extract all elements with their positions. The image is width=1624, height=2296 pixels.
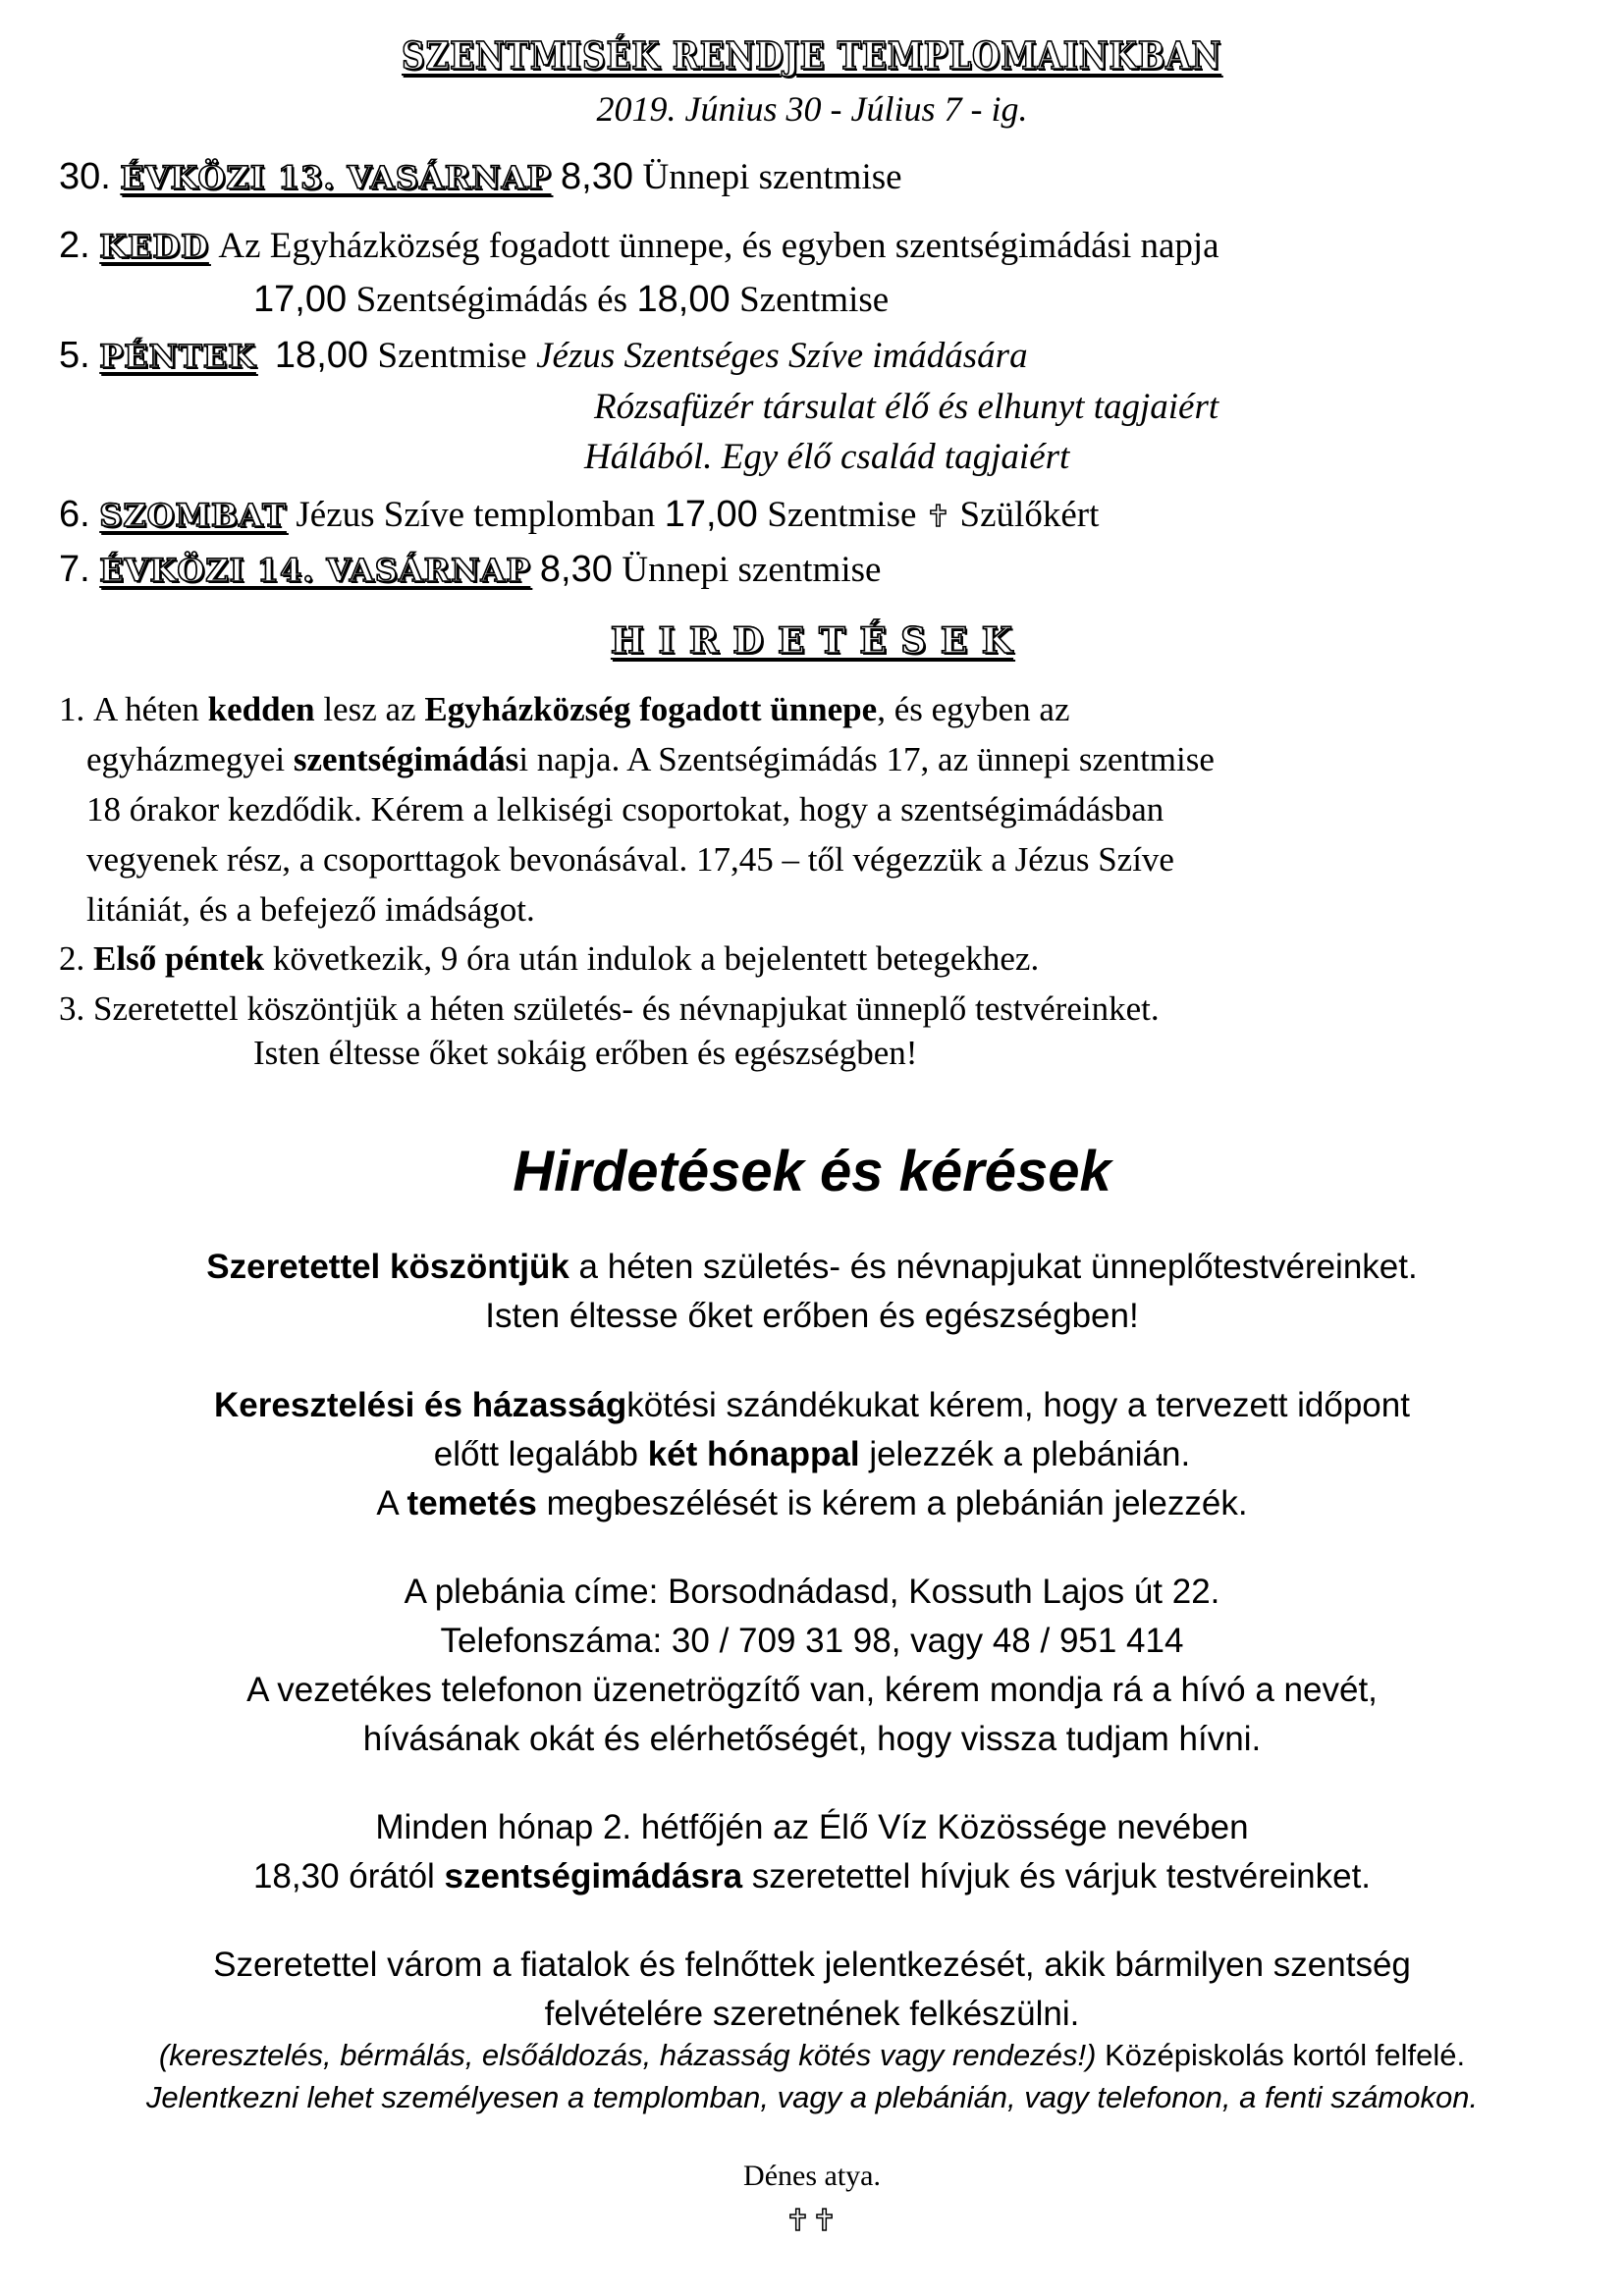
text-run: előtt legalább [433, 1435, 648, 1473]
mass-intention: Rózsafüzér társulat élő és elhunyt tagjaiért [594, 387, 1219, 427]
bold-text: temetés [406, 1484, 537, 1522]
requests-title: Hirdetések és kérések [513, 1140, 1111, 1203]
bold-text: Első péntek [93, 939, 265, 978]
text-run: a héten születés- és névnapjukat ünneplőtestvéreinket. [568, 1248, 1418, 1286]
italic-text: Jelentkezni lehet személyesen a templomban, vagy a plebánián, vagy telefonon, a fenti számokon. [145, 2080, 1479, 2114]
sacrament-preparation-note [0, 2034, 1624, 2118]
day-number: 30. [59, 156, 111, 197]
text-line [93, 939, 1039, 978]
text-run: , és egyben az [877, 690, 1070, 728]
text-line [0, 1941, 1624, 1990]
announcement-text [93, 939, 1039, 978]
text-line [0, 1990, 1624, 2039]
text-line [0, 1479, 1624, 1528]
text-line [93, 989, 1160, 1028]
announcement-number: 3. [59, 989, 85, 1028]
day-number: 2. [59, 225, 90, 266]
greeting-paragraph [0, 1243, 1624, 1341]
announcement-number: 1. [59, 690, 85, 728]
day-number: 6. [59, 494, 90, 535]
schedule-entry-friday [59, 334, 1028, 377]
bold-text: Egyházközség fogadott ünnepe [424, 690, 878, 728]
schedule-entry-sunday-30 [59, 155, 902, 198]
announcement-item [59, 684, 1215, 934]
text-run: litániát, és a befejező imádságot. [86, 890, 535, 929]
text-run: egyházmegyei [86, 740, 294, 778]
day-number: 7. [59, 549, 90, 590]
announcement-text [93, 690, 1069, 728]
schedule-title: SZENTMISÉK RENDJE TEMPLOMAINKBAN [402, 33, 1222, 78]
text-run: kötési szándékukat kérem, hogy a tervezett időpont [626, 1386, 1410, 1424]
day-label: ÉVKÖZI 14. VASÁRNAP [99, 552, 531, 589]
text-line [0, 1568, 1624, 1617]
mass-time: 8,30 [539, 549, 613, 590]
text-run: A [376, 1484, 407, 1522]
text-run: Szeretettel köszöntjük a héten születés- és névnapjukat ünneplő testvéreinket. [93, 989, 1160, 1028]
text-line [0, 1666, 1624, 1715]
schedule-entry-tuesday [59, 224, 1219, 267]
mass-time: 8,30 [561, 156, 633, 197]
text-line [86, 884, 1215, 934]
cross-icon: ✝ [925, 500, 951, 534]
text-run: Telefonszáma: 30 / 709 31 98, vagy 48 / 951 414 [440, 1622, 1184, 1660]
mass-description: Ünnepi szentmise [622, 550, 882, 590]
text-run: A plebánia címe: Borsodnádasd, Kossuth Lajos út 22. [404, 1573, 1220, 1611]
bold-text: két hónappal [647, 1435, 860, 1473]
text-run: megbeszélését is kérem a plebánián jelezzék. [536, 1484, 1248, 1522]
bold-text: Szeretettel köszöntjük [206, 1248, 569, 1286]
bold-text: kedden [207, 690, 315, 728]
announcement-item [59, 934, 1039, 984]
text-run: vegyenek rész, a csoporttagok bevonásával. 17,45 – től végezzük a Jézus Szíve [86, 840, 1174, 879]
mass-description: Ünnepi szentmise [642, 157, 902, 197]
italic-text: (keresztelés, bérmálás, elsőáldozás, házasság kötés vagy rendezés!) [158, 2038, 1097, 2072]
date-range: 2019. Június 30 - Július 7 - ig. [596, 89, 1028, 129]
bold-text: szentségimádásra [444, 1857, 743, 1896]
announcement-item [59, 984, 1160, 1034]
text-line [0, 1243, 1624, 1292]
text-run: lesz az [314, 690, 425, 728]
bold-text: szentségimádás [293, 740, 519, 778]
signature-name: Dénes atya. [743, 2160, 881, 2192]
church-name: Jézus Szíve templomban [296, 495, 656, 535]
text-run: Szeretettel várom a fiatalok és felnőttek jelentkezését, akik bármilyen szentség [213, 1946, 1411, 1984]
text-run: szeretettel hívjuk és várjuk testvéreinket. [742, 1857, 1372, 1896]
text-run: i napja. A Szentségimádás 17, az ünnepi szentmise [518, 740, 1215, 778]
mass-label: Szentmise [377, 336, 527, 376]
text-line [0, 2076, 1624, 2118]
schedule-entry-tuesday-times [253, 278, 889, 321]
baptism-wedding-paragraph [0, 1381, 1624, 1528]
adoration-time: 17,00 [253, 279, 348, 320]
text-line [0, 1715, 1624, 1764]
text-line [0, 1430, 1624, 1479]
text-run: következik, 9 óra után indulok a bejelentett betegekhez. [264, 939, 1040, 978]
text-line [93, 690, 1069, 728]
day-label: KEDD [99, 228, 209, 265]
day-label: SZOMBAT [99, 497, 287, 534]
mass-intention: Hálából. Egy élő család tagjaiért [584, 437, 1070, 477]
text-line [86, 834, 1215, 884]
mass-label: Szentmise [767, 495, 917, 535]
text-line [86, 734, 1215, 784]
day-label: PÉNTEK [99, 338, 256, 375]
announcement-text [93, 989, 1160, 1028]
announcements-title: H I R D E T É S E K [610, 620, 1014, 662]
text-run: hívásának okát és elérhetőségét, hogy vissza tudjam hívni. [362, 1720, 1262, 1758]
text-run: 18,30 órától [252, 1857, 445, 1896]
adoration-label: Szentségimádás és [355, 280, 627, 320]
text-run: Isten éltesse őket erőben és egészségben! [485, 1297, 1139, 1335]
day-number: 5. [59, 335, 90, 376]
text-run: 18 órakor kezdődik. Kérem a lelkiségi csoportokat, hogy a szentségimádásban [86, 790, 1164, 828]
text-line [0, 1381, 1624, 1430]
adoration-paragraph [0, 1803, 1624, 1901]
schedule-entry-saturday [59, 493, 1099, 536]
text-line [86, 784, 1215, 834]
event-description: Az Egyházközség fogadott ünnepe, és egyben szentségimádási napja [218, 226, 1219, 266]
text-run: A héten [93, 690, 208, 728]
text-run: felvételére szeretnének felkészülni. [544, 1995, 1080, 2033]
mass-time: 18,00 [274, 335, 369, 376]
mass-intention: Jézus Szentséges Szíve imádására [536, 336, 1028, 376]
schedule-entry-sunday-7 [59, 548, 881, 591]
sacrament-preparation-paragraph [0, 1941, 1624, 2039]
text-run: A vezetékes telefonon üzenetrögzítő van, kérem mondja rá a hívó a nevét, [246, 1671, 1378, 1709]
text-run: Minden hónap 2. hétfőjén az Élő Víz Közössége nevében [375, 1808, 1249, 1846]
text-line [0, 2034, 1624, 2076]
announcement-number: 2. [59, 939, 85, 978]
day-label: ÉVKÖZI 13. VASÁRNAP [120, 159, 552, 196]
text-line [0, 1852, 1624, 1901]
contact-paragraph [0, 1568, 1624, 1764]
text-line [0, 1617, 1624, 1666]
text-run: jelezzék a plebánián. [859, 1435, 1191, 1473]
birthday-blessing: Isten éltesse őket sokáig erőben és egészségben! [253, 1034, 918, 1072]
mass-time: 17,00 [664, 494, 758, 535]
text-run: Középiskolás kortól felfelé. [1096, 2038, 1466, 2072]
text-line [0, 1803, 1624, 1852]
double-cross-icon: ✝✝ [785, 2204, 839, 2238]
mass-label: Szentmise [739, 280, 890, 320]
mass-intention: Szülőkért [959, 495, 1100, 535]
text-line [0, 1292, 1624, 1341]
mass-time: 18,00 [636, 279, 731, 320]
bold-text: Keresztelési és házasság [214, 1386, 627, 1424]
